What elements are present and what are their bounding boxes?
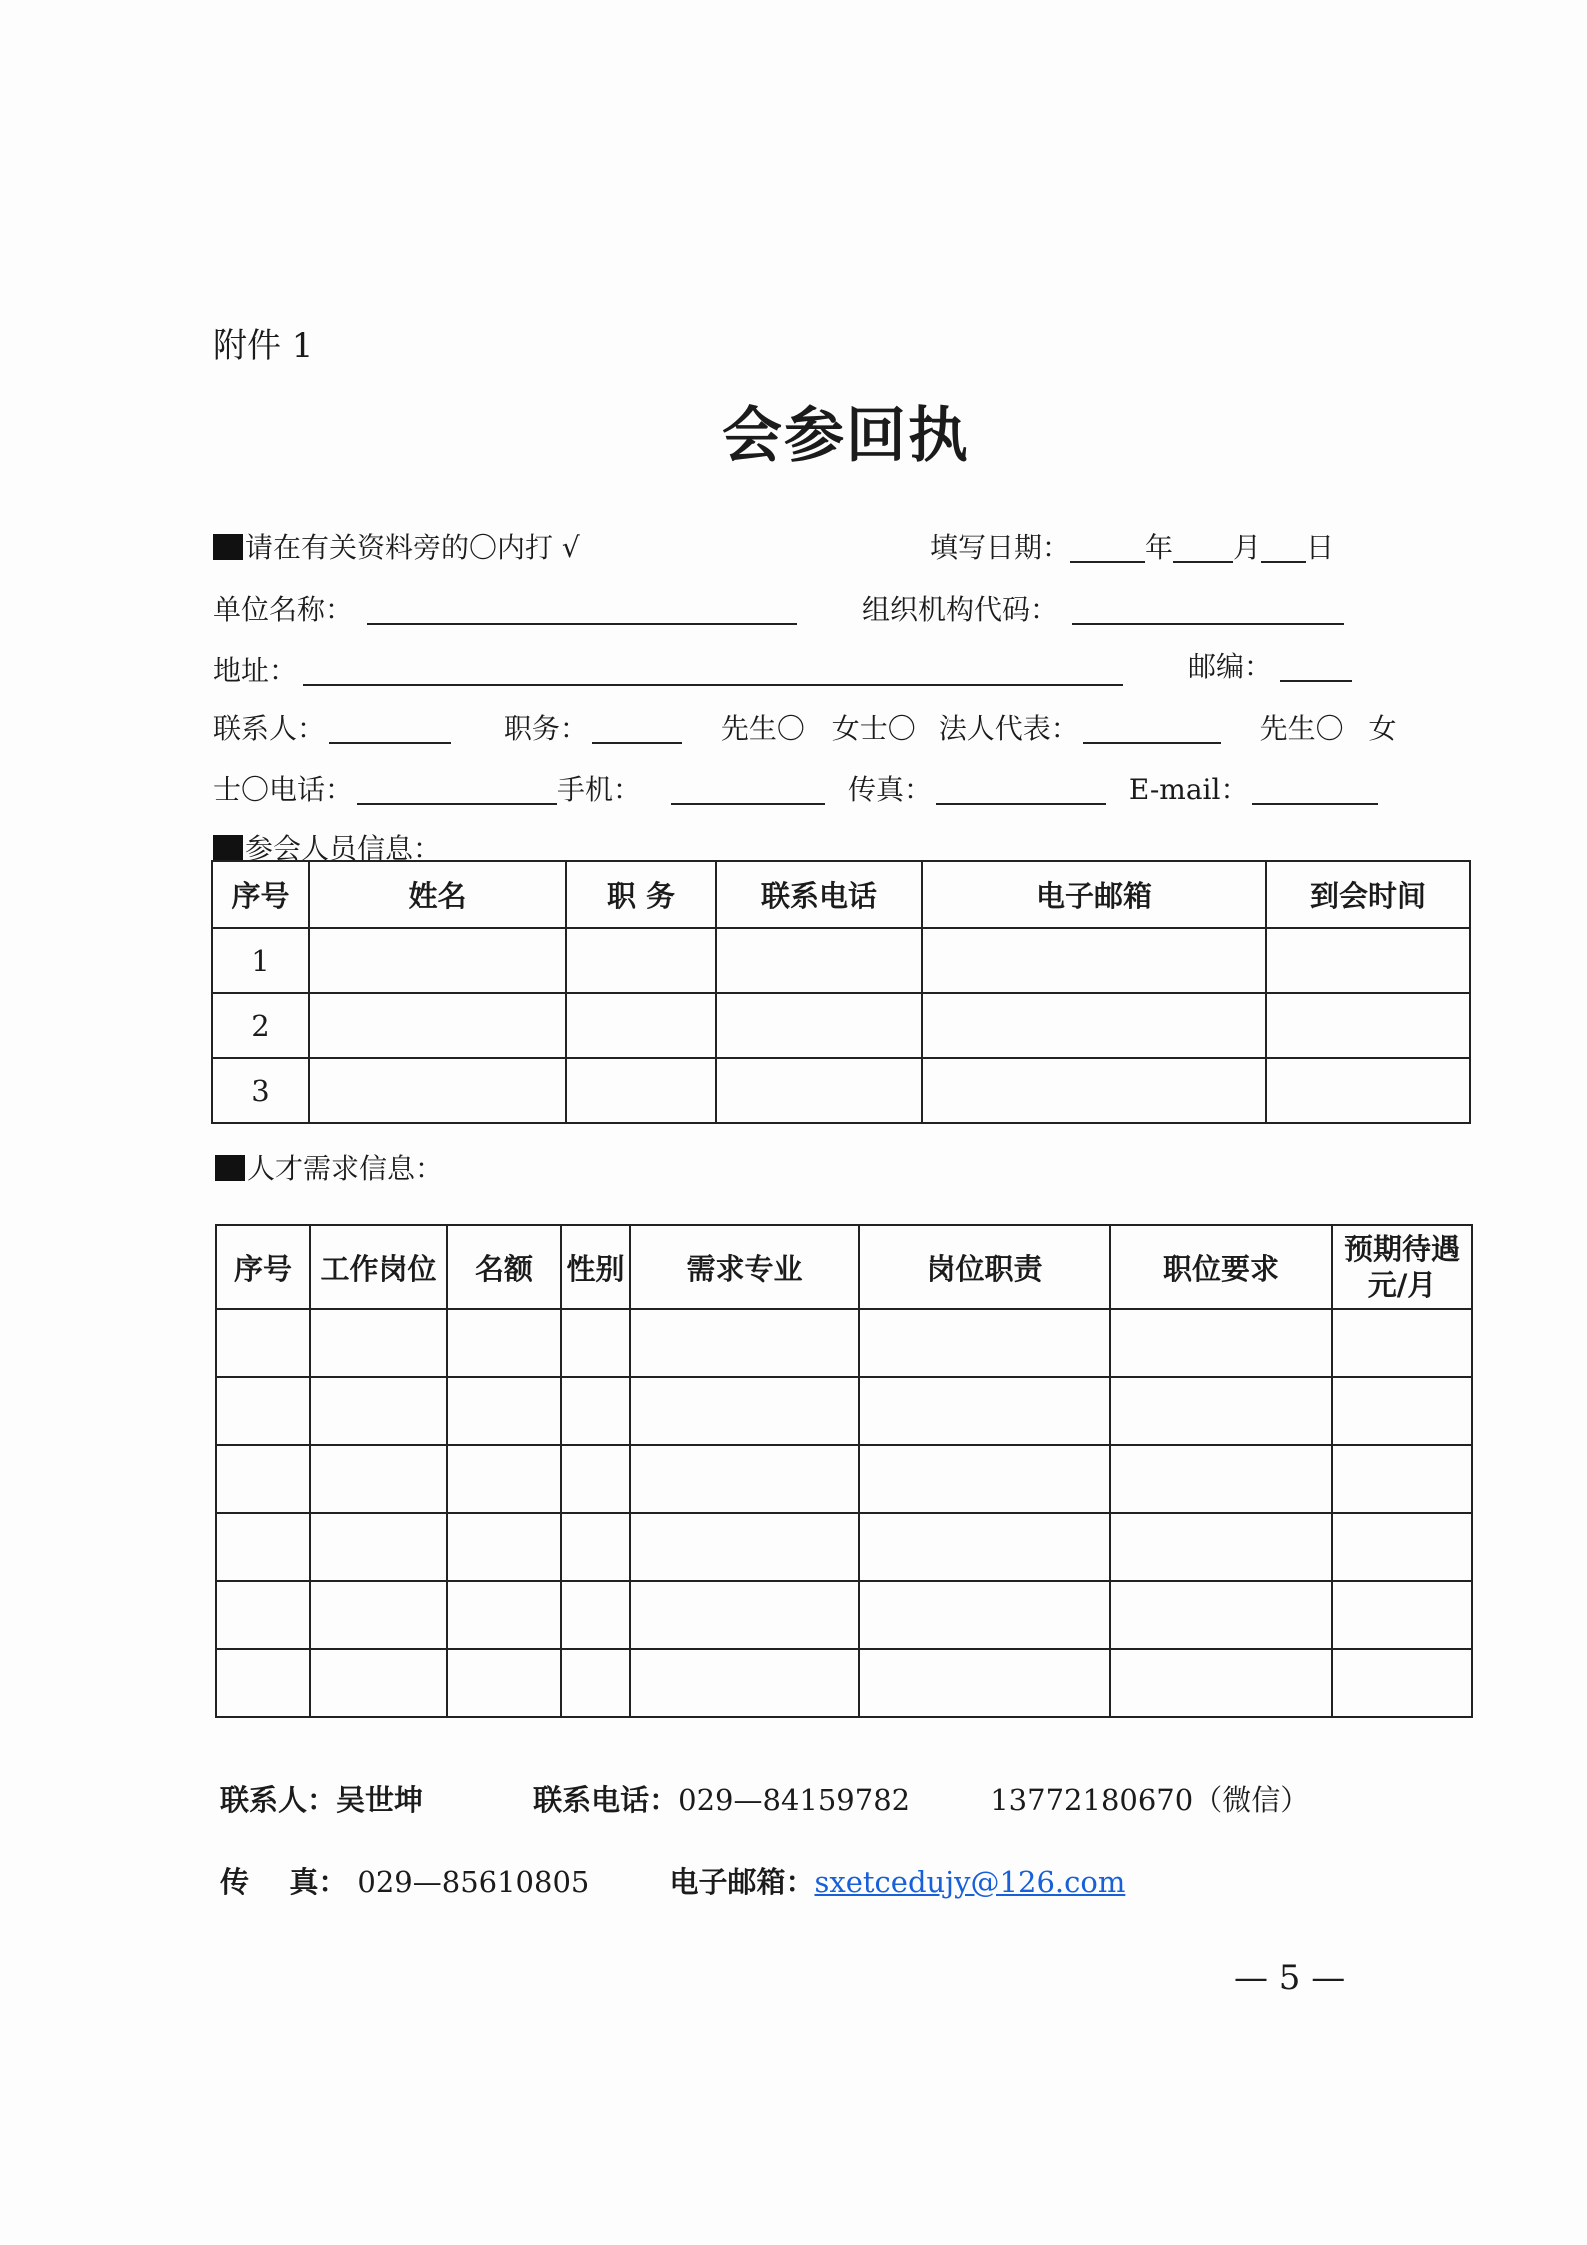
table-cell[interactable] <box>216 1513 310 1581</box>
table-cell[interactable] <box>216 1309 310 1377</box>
table-cell[interactable] <box>561 1513 630 1581</box>
table-cell[interactable] <box>1110 1377 1332 1445</box>
address-field[interactable] <box>303 656 1123 686</box>
table-cell[interactable] <box>566 1058 716 1123</box>
col-header-index: 序号 <box>212 861 309 928</box>
contact-label: 联系人： <box>213 712 326 745</box>
footer-fax-value: 029—85610805 <box>357 1865 590 1899</box>
phone-label: 电话： <box>269 773 354 806</box>
table-cell[interactable] <box>859 1581 1110 1649</box>
table-cell[interactable] <box>716 928 922 993</box>
address-row <box>213 649 1123 689</box>
footer-contact-name: 吴世坤 <box>336 1783 424 1817</box>
table-cell[interactable] <box>630 1649 859 1717</box>
table-cell[interactable] <box>216 1377 310 1445</box>
talent-table <box>215 1224 1473 1718</box>
instruction-text: 请在有关资料旁的〇内打 √ <box>245 531 580 564</box>
table-cell[interactable] <box>447 1377 561 1445</box>
table-cell[interactable] <box>447 1649 561 1717</box>
table-cell[interactable] <box>922 928 1266 993</box>
table-row <box>216 1445 1472 1513</box>
table-cell[interactable] <box>447 1581 561 1649</box>
day-field[interactable] <box>1261 533 1306 563</box>
table-row <box>212 928 1470 993</box>
fax-label: 传真： <box>847 773 932 806</box>
col-header-phone: 联系电话 <box>716 861 922 928</box>
page-number: — 5 — <box>1234 1958 1346 1998</box>
table-cell[interactable] <box>310 1377 447 1445</box>
org-code-row <box>862 588 1344 628</box>
position-label: 职务： <box>503 712 588 745</box>
table-cell[interactable] <box>561 1445 630 1513</box>
col-header-salary <box>1332 1225 1472 1309</box>
table-cell[interactable] <box>1266 928 1470 993</box>
footer-phone-label: 联系电话： <box>533 1783 679 1817</box>
postcode-field[interactable] <box>1280 652 1352 682</box>
table-cell[interactable] <box>310 1309 447 1377</box>
table-cell[interactable] <box>1332 1445 1472 1513</box>
table-cell[interactable] <box>630 1513 859 1581</box>
table-cell[interactable] <box>630 1445 859 1513</box>
table-row <box>212 993 1470 1058</box>
month-label: 月 <box>1233 531 1262 564</box>
footer-contact-line <box>220 1778 1309 1819</box>
fax-field[interactable] <box>936 775 1106 805</box>
email-label: E-mail： <box>1128 773 1249 806</box>
ms-option-2-end[interactable]: 士〇 <box>213 773 270 806</box>
salary-header-line2: 元/月 <box>1367 1268 1437 1302</box>
table-cell[interactable] <box>309 1058 566 1123</box>
ms-option[interactable]: 女士〇 <box>831 712 916 745</box>
table-cell[interactable] <box>216 1581 310 1649</box>
year-field[interactable] <box>1070 533 1145 563</box>
attendees-header-row <box>212 861 1470 928</box>
table-cell[interactable] <box>1332 1377 1472 1445</box>
table-row <box>216 1581 1472 1649</box>
mr-option-2[interactable]: 先生〇 <box>1259 712 1344 745</box>
table-cell[interactable] <box>716 993 922 1058</box>
table-cell[interactable] <box>447 1445 561 1513</box>
footer-email-link[interactable]: sxetcedujy@126.com <box>814 1865 1126 1899</box>
mobile-label: 手机： <box>557 773 642 806</box>
postcode-row <box>1188 645 1352 685</box>
table-cell[interactable] <box>1332 1581 1472 1649</box>
table-cell[interactable] <box>561 1649 630 1717</box>
table-cell[interactable] <box>922 1058 1266 1123</box>
table-cell[interactable] <box>630 1377 859 1445</box>
legal-rep-label: 法人代表： <box>938 712 1079 745</box>
table-cell[interactable] <box>630 1309 859 1377</box>
table-cell[interactable] <box>447 1309 561 1377</box>
col-header-arrival: 到会时间 <box>1266 861 1470 928</box>
year-label: 年 <box>1145 531 1174 564</box>
table-cell[interactable] <box>859 1445 1110 1513</box>
table-cell[interactable] <box>561 1377 630 1445</box>
black-square-bullet <box>213 534 243 560</box>
footer-phone-value: 029—84159782 <box>678 1783 911 1817</box>
table-row <box>216 1513 1472 1581</box>
table-cell[interactable] <box>310 1513 447 1581</box>
table-cell[interactable] <box>1266 993 1470 1058</box>
address-label: 地址： <box>213 654 298 687</box>
table-cell[interactable] <box>310 1581 447 1649</box>
fill-date <box>930 526 1334 566</box>
phone-field[interactable] <box>357 775 557 805</box>
day-label: 日 <box>1306 531 1335 564</box>
footer-email-label: 电子邮箱： <box>669 1865 815 1899</box>
table-cell[interactable] <box>859 1309 1110 1377</box>
salary-header-line1: 预期待遇 <box>1343 1232 1460 1266</box>
col-header-gender: 性别 <box>561 1225 630 1309</box>
table-row <box>216 1649 1472 1717</box>
table-cell[interactable] <box>1332 1309 1472 1377</box>
contact-field[interactable] <box>329 714 451 744</box>
table-cell[interactable] <box>1332 1649 1472 1717</box>
position-field[interactable] <box>592 714 682 744</box>
table-cell[interactable] <box>216 1649 310 1717</box>
email-field[interactable] <box>1252 775 1378 805</box>
col-header-index: 序号 <box>216 1225 310 1309</box>
table-cell[interactable] <box>1110 1445 1332 1513</box>
date-label: 填写日期： <box>930 531 1071 564</box>
phone-row <box>213 768 1378 808</box>
black-square-bullet <box>213 835 243 861</box>
org-code-label: 组织机构代码： <box>862 593 1059 626</box>
table-row <box>216 1309 1472 1377</box>
table-cell[interactable] <box>310 1445 447 1513</box>
attendees-heading-text: 参会人员信息： <box>245 832 442 865</box>
table-cell[interactable] <box>859 1513 1110 1581</box>
unit-name-field[interactable] <box>367 595 797 625</box>
attendees-table <box>211 860 1471 1124</box>
month-field[interactable] <box>1173 533 1233 563</box>
talent-header-row <box>216 1225 1472 1309</box>
table-cell[interactable] <box>1110 1513 1332 1581</box>
table-cell[interactable] <box>561 1581 630 1649</box>
col-header-duties: 岗位职责 <box>859 1225 1110 1309</box>
table-cell[interactable] <box>1332 1513 1472 1581</box>
table-cell[interactable] <box>1110 1581 1332 1649</box>
col-header-position: 职 务 <box>566 861 716 928</box>
col-header-major: 需求专业 <box>630 1225 859 1309</box>
table-cell[interactable] <box>566 993 716 1058</box>
table-row <box>212 1058 1470 1123</box>
table-cell[interactable] <box>309 928 566 993</box>
table-cell[interactable] <box>1110 1649 1332 1717</box>
unit-name-row <box>213 588 797 628</box>
contact-row <box>213 707 1397 747</box>
col-header-job: 工作岗位 <box>310 1225 447 1309</box>
col-header-name: 姓名 <box>309 861 566 928</box>
table-cell[interactable] <box>216 1445 310 1513</box>
table-cell[interactable] <box>859 1649 1110 1717</box>
table-cell[interactable] <box>1266 1058 1470 1123</box>
table-row <box>216 1377 1472 1445</box>
row-index: 1 <box>212 928 309 993</box>
postcode-label: 邮编： <box>1188 650 1273 683</box>
table-cell[interactable] <box>309 993 566 1058</box>
unit-name-label: 单位名称： <box>213 593 354 626</box>
talent-heading-text: 人才需求信息： <box>247 1152 444 1185</box>
col-header-requirements: 职位要求 <box>1110 1225 1332 1309</box>
mobile-field[interactable] <box>671 775 825 805</box>
table-cell[interactable] <box>447 1513 561 1581</box>
document-title: 会参回执 <box>722 401 970 471</box>
mr-option[interactable]: 先生〇 <box>720 712 805 745</box>
row-index: 2 <box>212 993 309 1058</box>
black-square-bullet <box>215 1155 245 1181</box>
footer-fax-line <box>220 1860 1125 1901</box>
talent-heading <box>215 1147 443 1187</box>
instruction-line <box>213 526 580 566</box>
table-cell[interactable] <box>566 928 716 993</box>
table-cell[interactable] <box>922 993 1266 1058</box>
ms-option-2-start[interactable]: 女 <box>1368 712 1397 745</box>
footer-wechat: 13772180670（微信） <box>990 1783 1310 1817</box>
legal-rep-field[interactable] <box>1083 714 1221 744</box>
table-cell[interactable] <box>561 1309 630 1377</box>
table-cell[interactable] <box>859 1377 1110 1445</box>
table-cell[interactable] <box>630 1581 859 1649</box>
footer-fax-label: 传 真： <box>220 1865 348 1899</box>
attachment-label: 附件 1 <box>213 326 314 366</box>
org-code-field[interactable] <box>1072 595 1344 625</box>
table-cell[interactable] <box>716 1058 922 1123</box>
row-index: 3 <box>212 1058 309 1123</box>
table-cell[interactable] <box>310 1649 447 1717</box>
col-header-quota: 名额 <box>447 1225 561 1309</box>
col-header-email: 电子邮箱 <box>922 861 1266 928</box>
footer-contact-label: 联系人： <box>220 1783 337 1817</box>
table-cell[interactable] <box>1110 1309 1332 1377</box>
